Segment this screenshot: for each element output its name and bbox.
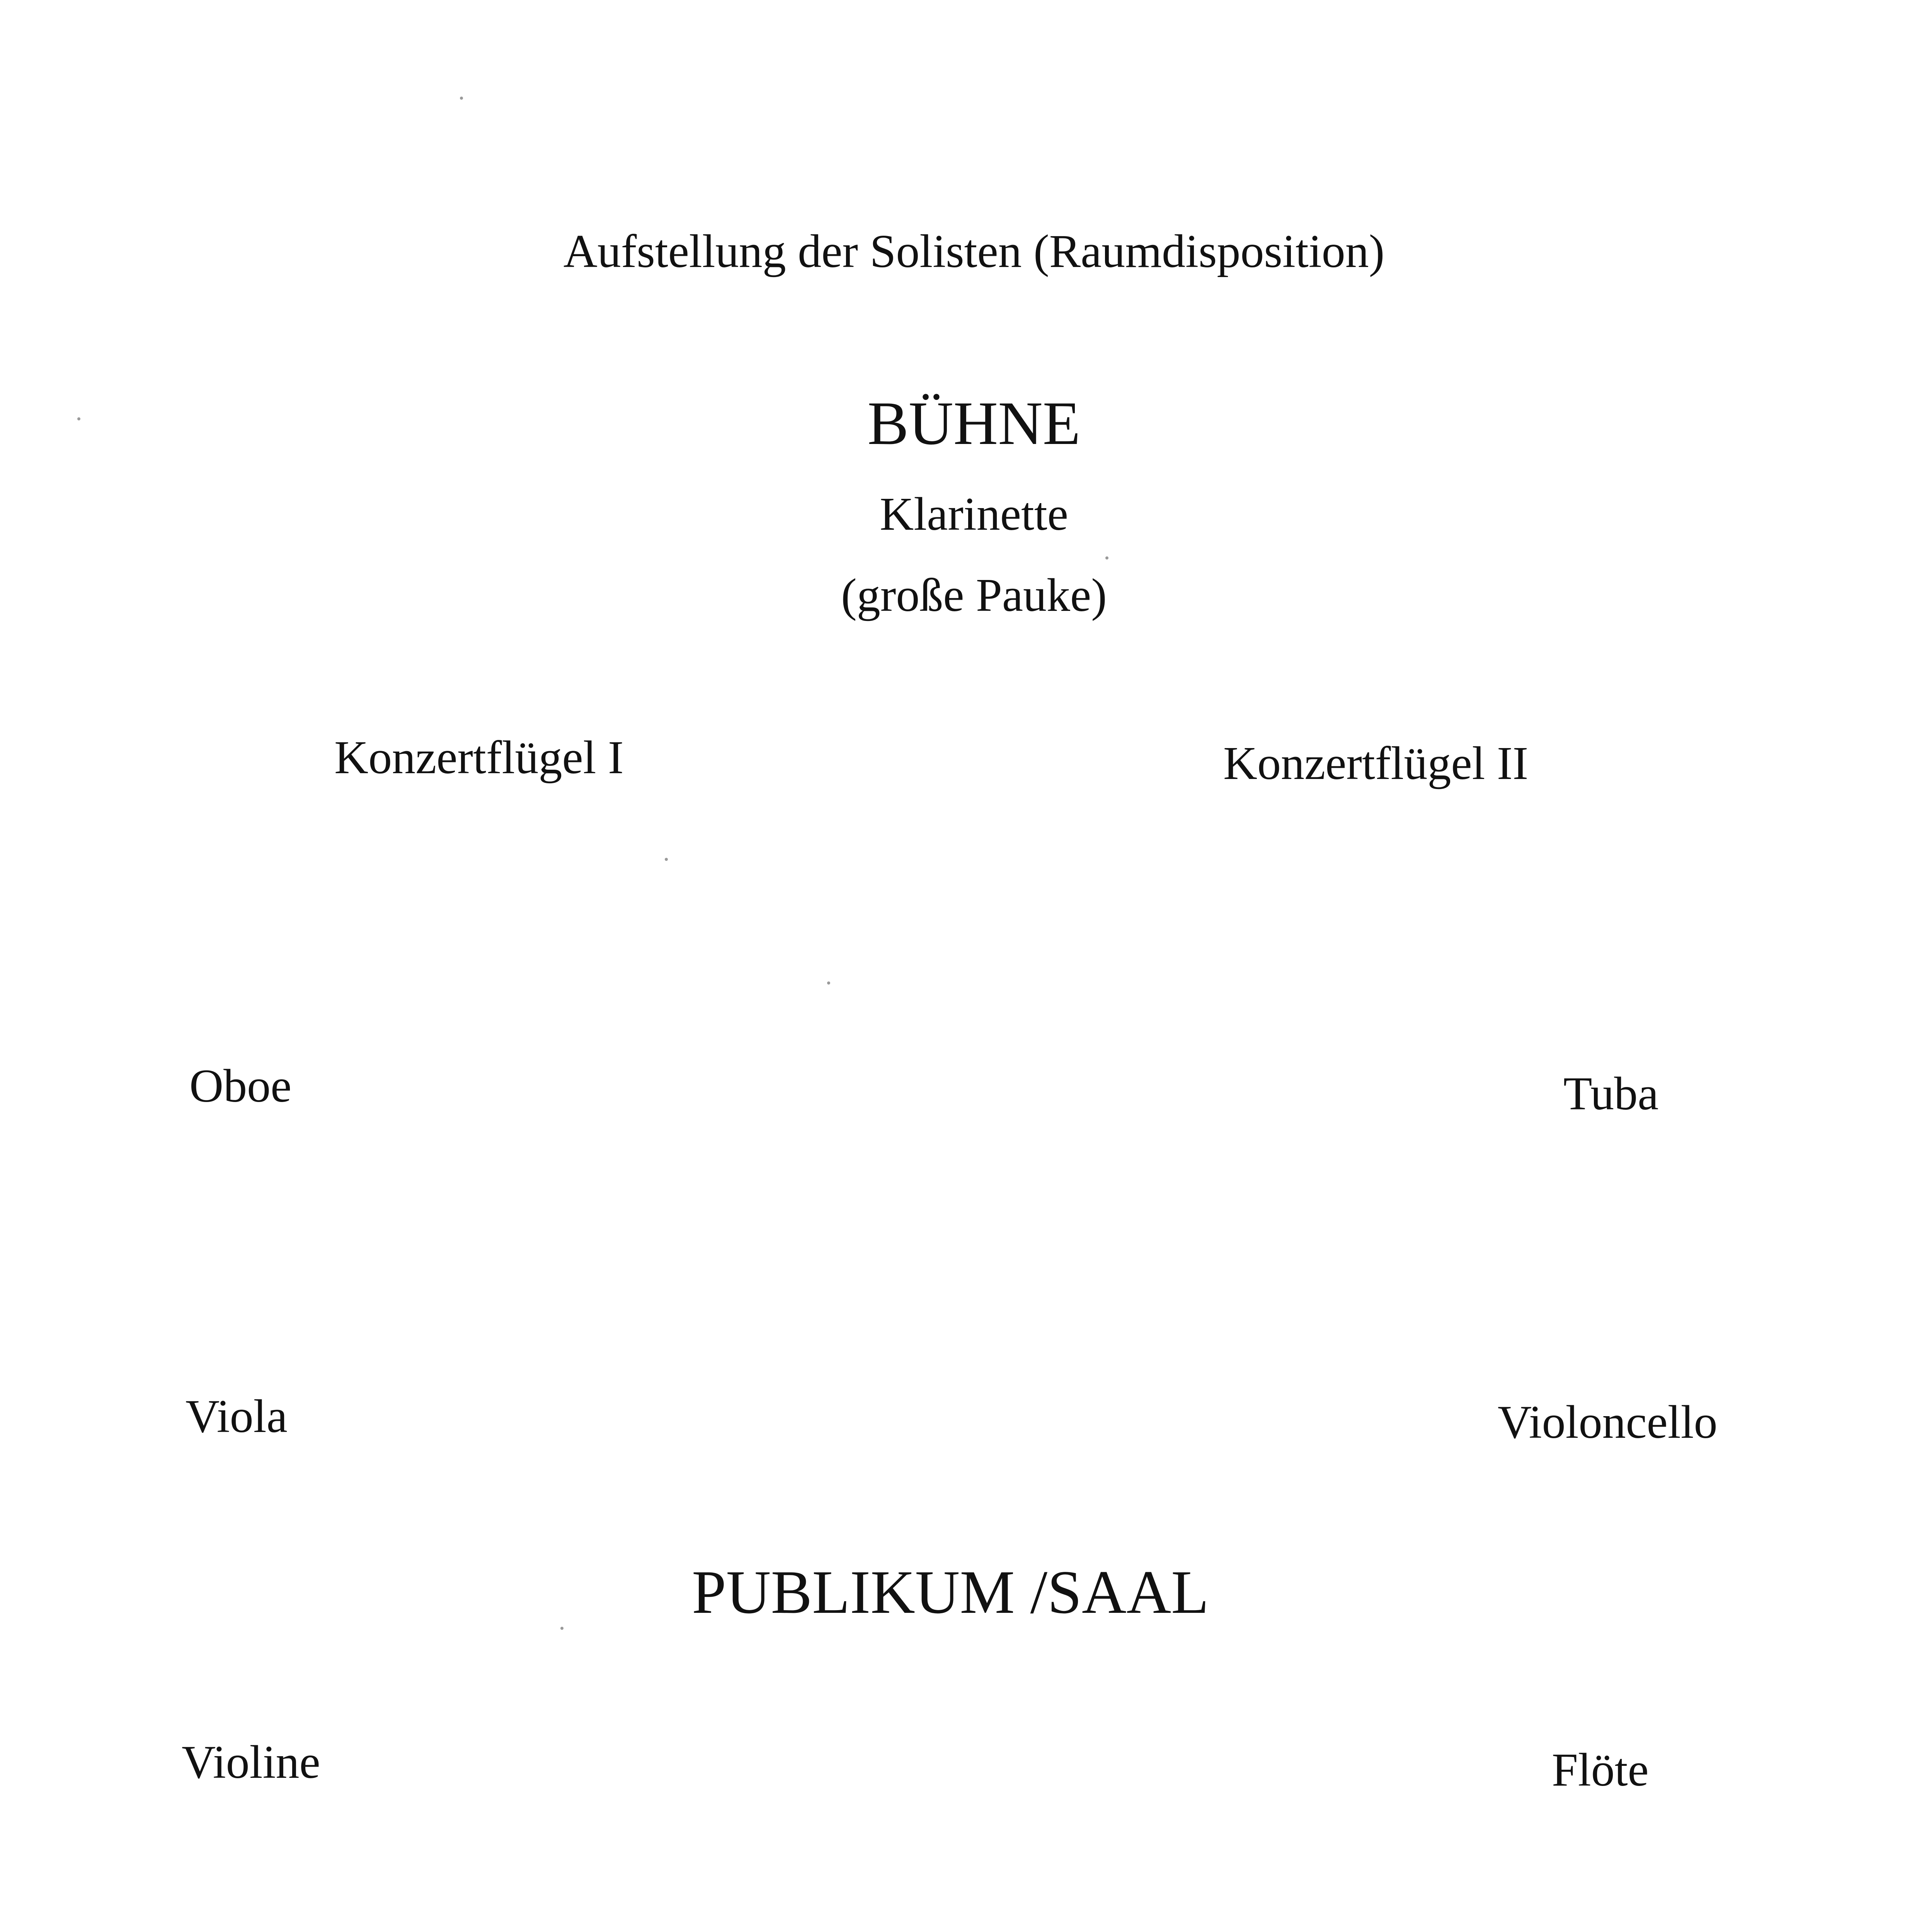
instrument-oboe: Oboe [189,1060,292,1112]
audience-label: PUBLIKUM /SAAL [692,1558,1209,1626]
instrument-violine: Violine [182,1736,320,1788]
instrument-tuba: Tuba [1563,1068,1659,1120]
stage-label: BÜHNE [867,389,1081,457]
stage-line-clarinet: Klarinette [880,488,1068,540]
stage-line-bass-drum: (große Pauke) [841,569,1107,621]
instrument-konzertfluegel-1: Konzertflügel I [334,731,624,784]
scan-speck [460,97,463,100]
instrument-violoncello: Violoncello [1498,1396,1718,1448]
scan-speck [560,1627,564,1630]
page-title: Aufstellung der Solisten (Raumdisposition) [563,225,1385,277]
instrument-konzertfluegel-2: Konzertflügel II [1223,737,1529,789]
scan-speck [1105,556,1108,560]
instrument-floete: Flöte [1552,1744,1649,1796]
scan-speck [665,858,668,861]
instrument-viola: Viola [186,1390,288,1442]
scan-speck [77,417,80,420]
scan-speck [827,981,830,985]
